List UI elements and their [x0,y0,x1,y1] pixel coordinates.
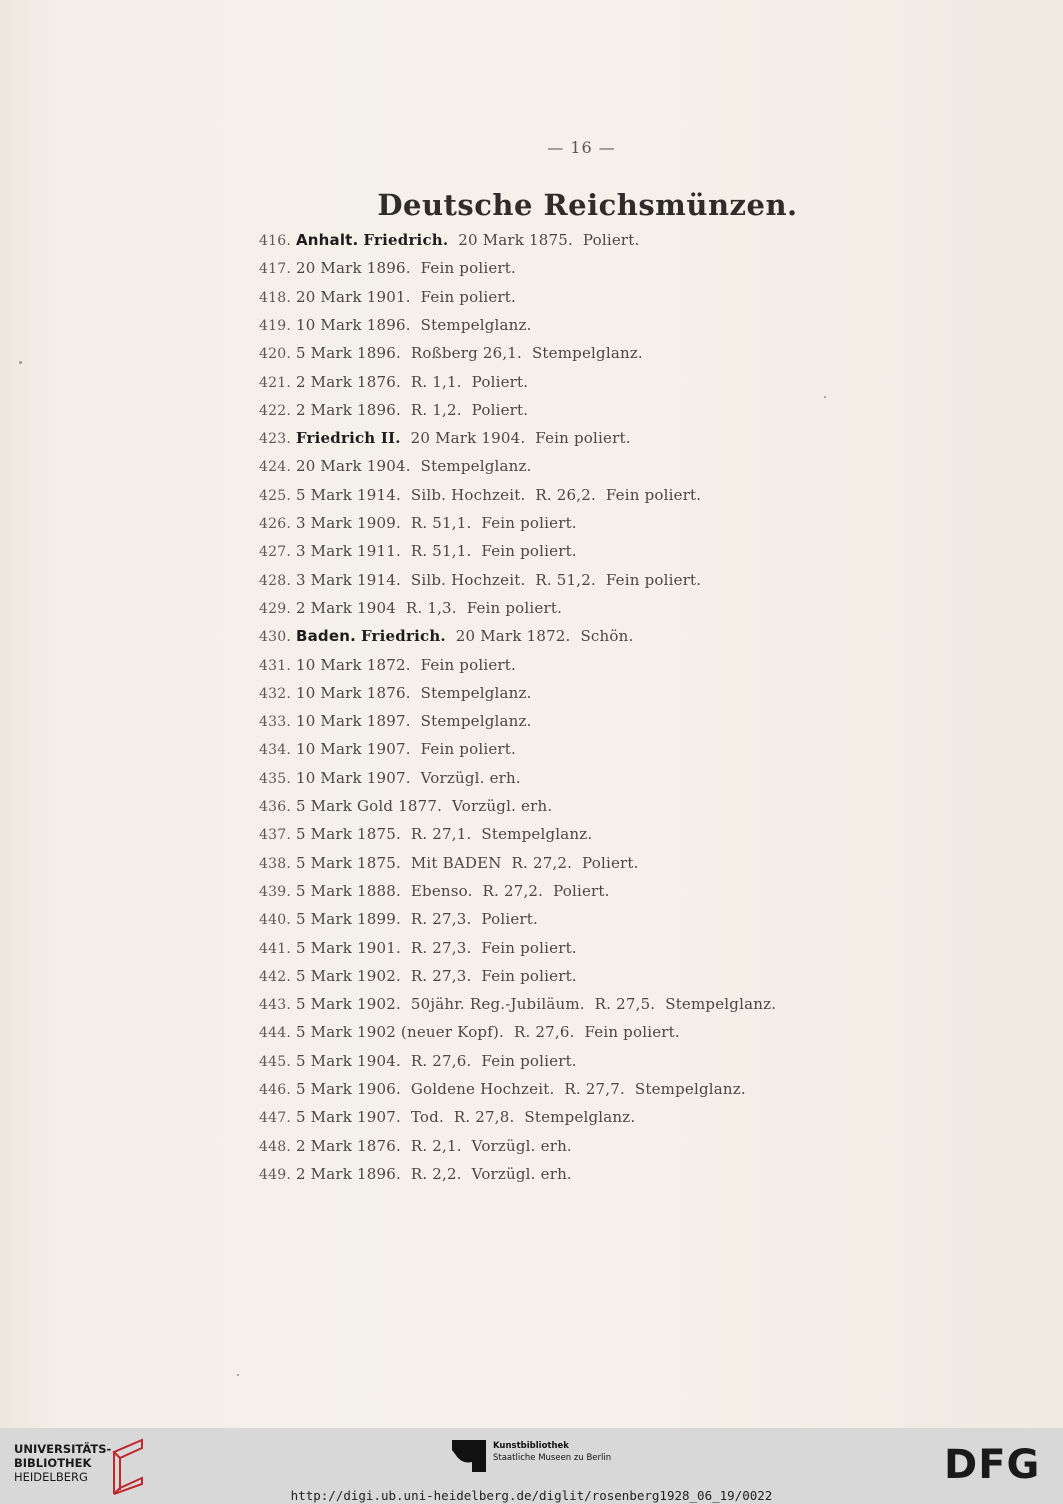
catalog-entry [259,938,577,959]
entry-text: 3 Mark 1914. Silb. Hochzeit. R. 51,2. Fein poliert. [295,570,702,589]
kunstbibliothek-logo[interactable] [452,1440,622,1476]
catalog-entry [259,485,701,506]
catalog-entry [259,909,538,930]
catalog-entry [259,570,701,591]
catalog-entry [259,881,610,902]
paper-speck [19,361,22,364]
kunstbibliothek-logo-icon [452,1440,486,1472]
entry-number: 437. [259,827,291,844]
entry-text: 20 Mark 1904. Stempelglanz. [295,457,532,476]
catalog-entry [259,739,516,760]
ub-heidelberg-logo[interactable] [14,1442,154,1494]
entry-number: 432. [259,685,291,702]
catalog-entry [259,287,516,308]
page-number: — 16 — [547,138,616,157]
catalog-entry [259,258,516,279]
entry-number: 424. [259,459,291,476]
entry-text: 2 Mark 1904 R. 1,3. Fein poliert. [295,598,563,617]
entry-number: 418. [259,289,291,306]
kunstbibliothek-subtitle: Staatliche Museen zu Berlin [493,1453,612,1463]
entry-text: 10 Mark 1872. Fein poliert. [295,655,516,674]
entry-number: 436. [259,799,291,815]
entry-text: 5 Mark 1875. Mit BADEN R. 27,2. Poliert. [295,853,639,872]
dfg-logo-text: DFG [944,1444,1041,1482]
catalog-entry [259,372,528,393]
entry-text: 10 Mark 1897. Stempelglanz. [295,712,532,731]
entry-text: 2 Mark 1896. R. 1,2. Poliert. [295,400,529,419]
kunstbibliothek-name: Kunstbibliothek [493,1441,569,1451]
catalog-entry [259,1051,577,1072]
entry-heading: Baden. [295,627,356,646]
entry-text: 5 Mark 1906. Goldene Hochzeit. R. 27,7. Stempelglanz. [295,1080,746,1098]
ub-logo-line-3: HEIDELBERG [14,1470,88,1484]
catalog-entry [259,768,521,789]
catalog-entry [259,655,516,676]
catalog-entry [259,1107,635,1128]
entry-text: 5 Mark 1904. R. 27,6. Fein poliert. [295,1051,577,1070]
catalog-entry [259,994,776,1015]
entry-number: 448. [259,1138,291,1155]
entry-text: 10 Mark 1907. Vorzügl. erh. [295,768,521,787]
entry-number: 430. [259,629,291,646]
entry-text: 5 Mark 1899. R. 27,3. Poliert. [295,910,538,929]
entry-number: 419. [259,317,291,334]
entry-number: 429. [259,600,291,617]
entry-text: 5 Mark 1875. R. 27,1. Stempelglanz. [295,825,593,844]
entry-text: 10 Mark 1907. Fein poliert. [295,740,516,759]
entry-text: 20 Mark 1901. Fein poliert. [295,287,516,306]
entry-number: 440. [259,912,291,929]
entry-text: 5 Mark 1888. Ebenso. R. 27,2. Poliert. [295,881,610,900]
entry-number: 428. [259,572,291,589]
catalog-entry [259,711,532,732]
entry-number: 421. [259,374,291,391]
catalog-entry [259,400,528,421]
catalog-entry [259,966,577,987]
entry-text: 20 Mark 1896. Fein poliert. [295,259,516,278]
catalog-entry [259,853,639,874]
entry-text: 5 Mark Gold 1877. Vorzügl. erh. [295,797,553,815]
catalog-entry [259,683,532,704]
entry-number: 444. [259,1025,291,1042]
entry-number: 423. [259,431,291,448]
entry-text: 5 Mark 1914. Silb. Hochzeit. R. 26,2. Fein poliert. [295,485,702,504]
catalog-entry [259,1136,572,1157]
entry-text: 2 Mark 1876. R. 2,1. Vorzügl. erh. [295,1136,572,1155]
catalog-entry [259,456,532,477]
entry-text: 10 Mark 1896. Stempelglanz. [295,315,532,334]
catalog-entry [259,1022,680,1043]
entry-number: 449. [259,1166,291,1183]
entry-text: 20 Mark 1904. Fein poliert. [400,429,631,448]
entry-text: 10 Mark 1876. Stempelglanz. [295,683,532,702]
catalog-entry [259,824,592,845]
catalog-entry [259,598,562,619]
entry-text: 3 Mark 1909. R. 51,1. Fein poliert. [295,514,577,532]
entry-number: 439. [259,883,291,900]
catalog-entry [259,513,577,534]
entry-number: 445. [259,1053,291,1070]
entry-text: 5 Mark 1902 (neuer Kopf). R. 27,6. Fein poliert. [295,1023,680,1042]
catalog-entry [259,428,631,449]
entry-number: 446. [259,1082,291,1098]
ub-logo-line-1: UNIVERSITÄTS- [14,1442,112,1456]
entry-text: 5 Mark 1896. Roßberg 26,1. Stempelglanz. [295,344,643,363]
source-url[interactable]: http://digi.ub.uni-heidelberg.de/diglit/rosenberg1928_06_19/0022 [290,1488,773,1503]
entry-text: 20 Mark 1872. Schön. [445,627,634,646]
entry-number: 433. [259,714,291,731]
entry-number: 435. [259,770,291,787]
catalog-entry [259,626,633,647]
entry-number: 442. [259,968,291,985]
entry-text: 5 Mark 1902. 50jähr. Reg.-Jubiläum. R. 27,5. Stempelglanz. [295,995,777,1014]
footer-bar [0,1428,1063,1504]
catalog-entry [259,230,639,251]
entry-text: 3 Mark 1911. R. 51,1. Fein poliert. [295,542,577,561]
entry-number: 447. [259,1110,291,1127]
entry-text: 20 Mark 1875. Poliert. [448,231,640,249]
entry-number: 434. [259,742,291,759]
entry-text: 5 Mark 1907. Tod. R. 27,8. Stempelglanz. [295,1108,636,1127]
entry-number: 416. [259,233,291,249]
entry-text: 5 Mark 1901. R. 27,3. Fein poliert. [295,938,577,957]
page-title: Deutsche Reichsmünzen. [377,188,798,222]
entry-text: 5 Mark 1902. R. 27,3. Fein poliert. [295,966,577,985]
entry-number: 441. [259,940,291,957]
entry-number: 426. [259,516,291,532]
catalog-entry [259,1079,746,1100]
entry-heading: Friedrich. [363,231,449,249]
entry-number: 422. [259,402,291,419]
entry-number: 420. [259,346,291,363]
paper-speck [237,1374,239,1376]
entry-heading: Anhalt. [295,231,359,249]
entry-number: 427. [259,544,291,561]
entry-number: 431. [259,657,291,674]
entry-text: 2 Mark 1896. R. 2,2. Vorzügl. erh. [295,1164,572,1183]
catalog-entry [259,315,532,336]
dfg-logo-icon[interactable] [944,1444,1048,1482]
entry-number: 417. [259,261,291,278]
entry-number: 425. [259,487,291,504]
catalog-entry [259,1164,572,1185]
catalog-entry [259,796,552,817]
entry-heading: Friedrich. [360,627,446,646]
catalog-entry [259,541,577,562]
entry-number: 443. [259,997,291,1014]
entry-text: 2 Mark 1876. R. 1,1. Poliert. [295,372,529,391]
entry-heading: Friedrich II. [295,429,401,448]
entry-number: 438. [259,855,291,872]
paper-speck [824,396,826,398]
catalog-entry [259,343,643,364]
ub-logo-line-2: BIBLIOTHEK [14,1456,92,1470]
